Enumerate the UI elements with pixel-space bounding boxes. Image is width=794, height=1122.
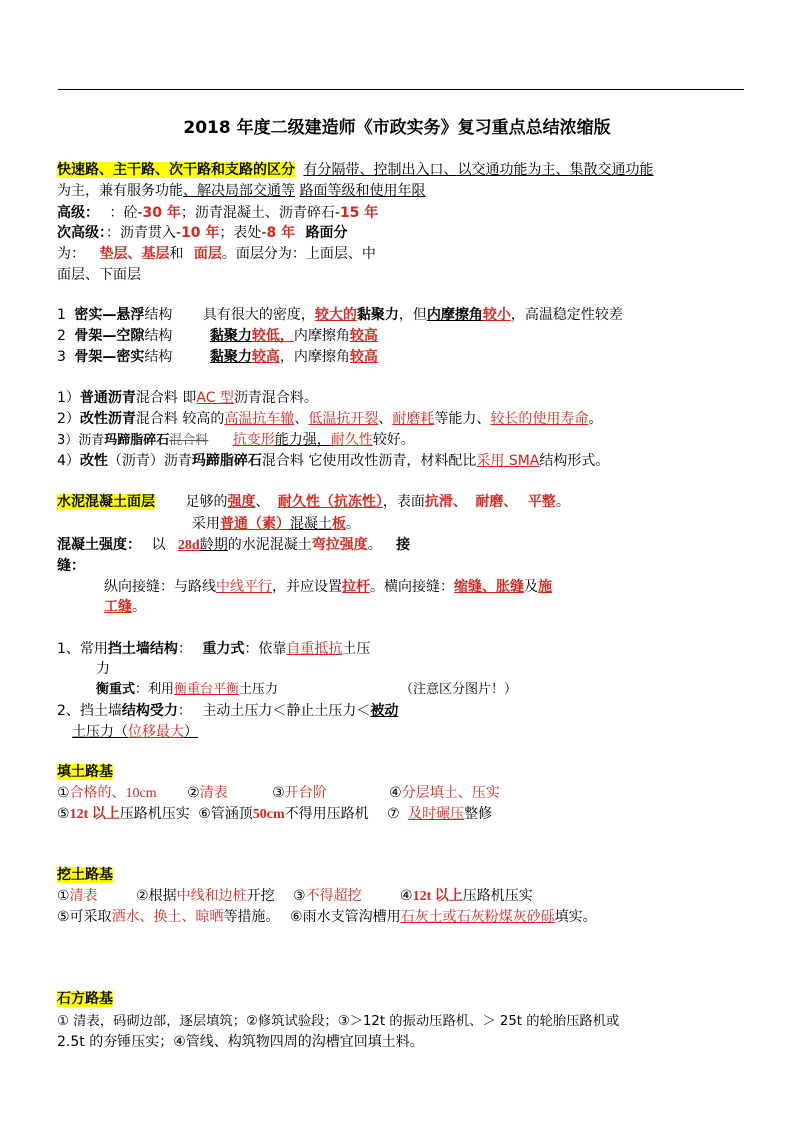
stone-line-2 [57, 1032, 424, 1052]
gaoji-text-d: 15 年 [339, 205, 379, 221]
layers-text-e: 。面层分为：上面层、中 [221, 246, 376, 262]
wall-line-4 [72, 722, 198, 742]
s1-name: 密实—悬浮 [74, 307, 145, 323]
joint-line-1 [104, 577, 552, 597]
cigaoji-text-d: 8 年 [266, 225, 296, 241]
road-desc-1: 有分隔带、控制出入口、以交通功能为主、集散交通功能 [303, 162, 654, 178]
wall-note-text: （注意区分图片！） [400, 682, 518, 697]
cigaoji-label: 次高级： [57, 225, 106, 241]
cigaoji-text-c: ；表处- [219, 225, 267, 241]
a4-a: 4） [57, 453, 80, 469]
concrete-l1-h: 耐磨 [475, 494, 504, 510]
a3-f: 耐久性 [330, 432, 373, 448]
cut-1-5: 开挖 [246, 888, 275, 904]
joint-b: 中线平行 [216, 579, 272, 595]
concrete-l2-c: 混凝土 [290, 516, 332, 532]
s2-c: 内摩擦角 [293, 328, 350, 344]
strength-c: 28d [177, 538, 200, 553]
cut-1-7: 不得超挖 [305, 888, 362, 904]
stone-l2: 2.5t 的夯锤压实；④管线、构筑物四周的沟槽宜回填土料。 [57, 1034, 424, 1050]
concrete-l2-d: 板 [332, 516, 346, 532]
concrete-line-1 [57, 492, 570, 512]
a2-k: 。 [588, 411, 603, 427]
concrete-heading: 水泥混凝土面层 [57, 494, 155, 510]
cigaoji-text-e: 路面分 [305, 225, 348, 241]
road-desc-2a: 为主，兼有服务功能 [57, 183, 183, 199]
concrete-l1-i: 、 [503, 494, 518, 510]
fill-heading-line [57, 762, 113, 782]
concrete-l1-g: 、 [452, 494, 467, 510]
s3-c: ，内摩擦角 [279, 349, 350, 365]
strength-e: 的水泥混凝土 [227, 537, 312, 553]
a1-b: 普通沥青 [79, 390, 136, 406]
road-cigaoji [57, 223, 348, 243]
wall-1h: 力 [96, 661, 110, 677]
cut-1-1: ① [57, 888, 70, 904]
concrete-feng [57, 556, 85, 576]
structure-1 [57, 305, 623, 325]
a3-d: 抗变形 [232, 432, 275, 448]
cut-1-3: ②根据 [136, 888, 177, 904]
structure-3 [57, 347, 378, 367]
wall-2c: 衡重台平衡 [174, 682, 240, 697]
a3-e: 能力强， [274, 432, 331, 448]
a4-f: 采用 SMA [476, 453, 540, 469]
cut-heading-line [57, 865, 113, 885]
a2-j: 较长的使用寿命 [490, 411, 589, 427]
road-layers [57, 244, 376, 264]
road-heading: 快速路、主干路、次干路和支路的区分 [57, 162, 295, 178]
a2-c: 混合料 较高的 [135, 411, 225, 427]
stone-l1: ① 清表，码砌边部，逐层填筑；②修筑试验段；③＞12t 的振动压路机、＞ 25t 的轮胎压路机或 [57, 1014, 620, 1029]
wall-2d: 土压力 [239, 682, 279, 697]
strength-label: 混凝土强度： [57, 537, 141, 553]
a4-d: 玛蹄脂碎石 [191, 453, 262, 469]
s1-d: ，但 [398, 307, 427, 323]
gaoji-text-c: ；沥青混凝土、沥青碎石- [180, 205, 340, 221]
asphalt-4 [57, 451, 609, 471]
wall-1f: 自重抵抗 [286, 641, 343, 657]
wall-4a: 土压力（ [72, 724, 128, 740]
gaoji-text-a: ：砼- [109, 205, 143, 221]
fill-2-6: 不得用压路机 [284, 806, 369, 822]
joint-f: 缩缝、胀缝 [454, 579, 524, 595]
joint-c: ，并应设置 [272, 579, 342, 595]
concrete-l1-a: 足够的 [185, 494, 228, 510]
s3-type: 结构 [144, 349, 173, 365]
s3-a: 黏聚力 [209, 349, 252, 365]
fill-1-7: ④ [389, 785, 402, 801]
a3-a: 3）沥青 [57, 433, 105, 448]
fill-2-2: 12t 以上 [69, 807, 120, 822]
concrete-line-2 [192, 514, 360, 534]
layers-text-c: 和 [169, 246, 184, 262]
joint-e: 。横向接缝： [370, 579, 454, 595]
concrete-l2-e: 。 [346, 516, 360, 532]
a2-b: 改性沥青 [79, 411, 136, 427]
concrete-strength [57, 535, 410, 556]
fill-2-1: ⑤ [57, 806, 70, 822]
s2-b: 较低， [251, 328, 294, 344]
s3-name: 骨架—密实 [74, 349, 145, 365]
a4-b: 改性 [79, 453, 108, 469]
s1-b: 较大的 [314, 307, 357, 323]
layers-text-f: 面层、下面层 [57, 267, 141, 283]
a3-c: 混合料 [169, 433, 209, 448]
a4-c: （沥青）沥青 [107, 453, 192, 469]
fill-1-6: 开台阶 [284, 785, 327, 801]
s1-a: 具有很大的密度， [202, 307, 315, 323]
layers-text-a: 为： [57, 246, 85, 262]
wall-1e: ：依靠 [244, 641, 287, 657]
a2-h: 耐磨耗 [392, 411, 435, 427]
concrete-l2-b: 普通（素） [220, 516, 290, 532]
fill-2-3: 压路机压实 [119, 806, 190, 822]
fill-heading: 填土路基 [57, 764, 113, 780]
wall-line-1b [96, 659, 110, 679]
joint-a: 纵向接缝：与路线 [104, 579, 216, 595]
wall-1b: 挡土墙结构 [107, 641, 178, 657]
a2-f: 低温抗开裂 [308, 411, 379, 427]
road-layers-2 [57, 265, 141, 285]
cut-heading: 挖土路基 [57, 867, 113, 883]
wall-1a: 1、常用 [57, 641, 108, 657]
joint-line2-end: 。 [132, 599, 146, 615]
stone-line-1 [57, 1011, 619, 1032]
a4-e: 混合料 它使用改性沥青，材料配比 [261, 453, 477, 469]
stone-heading-line [57, 989, 113, 1009]
s2-type: 结构 [144, 328, 173, 344]
wall-4b: 位移最大 [128, 724, 184, 740]
stone-heading: 石方路基 [57, 991, 113, 1007]
joint-line-2 [104, 597, 146, 617]
s2-d: 较高 [349, 328, 378, 344]
wall-1d: 重力式 [202, 641, 245, 657]
road-gaoji [57, 203, 378, 223]
cut-1-2: 清表 [69, 888, 98, 904]
cut-2-3: 等措施。 [223, 909, 280, 925]
a3-g: 较好。 [372, 432, 415, 448]
s1-num: 1 [57, 307, 66, 323]
joint-d: 拉杆 [342, 579, 370, 595]
s1-c: 黏聚力 [356, 307, 399, 323]
cut-1-4: 中线和边桩 [176, 888, 247, 904]
joint-h: 施 [538, 579, 552, 595]
concrete-l1-j: 平整 [527, 494, 556, 510]
cut-1-8: ④ [400, 888, 413, 904]
fill-1-4: 清表 [199, 785, 228, 801]
wall-3e: 被动 [370, 703, 399, 719]
fill-1-1: ① [57, 785, 70, 801]
wall-2a: 衡重式 [96, 682, 136, 697]
cut-1-6: ③ [293, 888, 306, 904]
s1-e: 内摩擦角 [426, 307, 483, 323]
a2-i: 等能力、 [434, 411, 491, 427]
concrete-l1-k: 。 [555, 494, 570, 510]
feng-label: 缝： [57, 558, 85, 574]
strength-d: 龄期 [199, 537, 228, 553]
s1-g: ，高温稳定性较差 [510, 307, 623, 323]
a3-b: 玛蹄脂碎石 [104, 433, 170, 448]
fill-1-5: ③ [272, 785, 285, 801]
cut-1-9: 12t 以上 [412, 889, 463, 904]
wall-line-3 [57, 701, 398, 721]
asphalt-1 [57, 388, 318, 408]
fill-2-8: 及时碾压 [408, 806, 465, 822]
s3-num: 3 [57, 349, 66, 365]
asphalt-3 [57, 430, 415, 451]
wall-line-1 [57, 639, 370, 659]
a4-g: 结构形式。 [539, 453, 610, 469]
gaoji-label: 高级： [57, 205, 99, 221]
layers-text-b: 垫层、基层 [99, 246, 170, 262]
fill-line-2 [57, 804, 492, 825]
strength-f: 弯拉强度 [311, 537, 368, 553]
s1-f: 较小 [482, 307, 511, 323]
joint-g: 及 [524, 579, 538, 595]
wall-4c: ） [184, 724, 198, 740]
asphalt-2 [57, 409, 602, 429]
fill-2-9: 整修 [464, 806, 493, 822]
cut-2-4: ⑥雨水支管沟槽用 [290, 909, 401, 925]
cut-1-10: 压路机压实 [462, 888, 533, 904]
cut-line-1 [57, 886, 533, 907]
a2-g: 、 [378, 411, 393, 427]
road-desc-2b: 、解决局部交通等 [183, 183, 295, 199]
s1-type: 结构 [144, 307, 173, 323]
cigaoji-text-b: 10 年 [181, 225, 220, 241]
fill-2-4: ⑥管涵顶 [198, 806, 253, 822]
s3-b: 较高 [251, 349, 280, 365]
s3-d: 较高 [349, 349, 378, 365]
strength-g: 。 [367, 537, 382, 553]
cut-2-6: 填实。 [554, 909, 597, 925]
a2-a: 2） [57, 411, 80, 427]
cut-2-2: 洒水、换土、晾晒 [111, 909, 224, 925]
a1-a: 1） [57, 390, 80, 406]
fill-2-5: 50cm [252, 807, 285, 822]
concrete-l1-b: 强度 [227, 494, 256, 510]
road-line-1 [57, 160, 653, 180]
a2-d: 高温抗车辙 [224, 411, 295, 427]
wall-line-2 [96, 679, 278, 700]
structure-2 [57, 326, 378, 346]
wall-2b: ：利用 [135, 682, 175, 697]
header-rule [58, 89, 744, 90]
wall-1c: ： [177, 641, 192, 657]
wall-3b: 结构受力 [121, 703, 178, 719]
wall-1g: 土压 [342, 641, 371, 657]
concrete-l2-a: 采用 [192, 516, 220, 532]
concrete-l1-e: ，表面 [382, 494, 425, 510]
wall-3c: ： [177, 703, 192, 719]
fill-1-2: 合格的、10cm [69, 786, 157, 801]
road-desc-2c: 路面等级和使用年限 [299, 183, 426, 199]
page-title: 2018 年度二级建造师《市政实务》复习重点总结浓缩版 [183, 118, 611, 138]
wall-note [400, 679, 517, 700]
layers-text-d: 面层 [193, 246, 222, 262]
strength-h: 接 [396, 537, 411, 553]
strength-b: 以 [151, 537, 166, 553]
gaoji-text-b: 30 年 [142, 205, 181, 221]
a1-e: 沥青混合料。 [233, 390, 318, 406]
cut-2-1: ⑤可采取 [57, 909, 112, 925]
concrete-l1-f: 抗滑 [424, 494, 453, 510]
fill-line-1 [57, 783, 500, 804]
concrete-l1-d: 耐久性（抗冻性） [277, 494, 383, 510]
road-line-2 [57, 181, 425, 201]
fill-1-8: 分层填土、压实 [401, 785, 500, 801]
cigaoji-text-a: ：沥青贯入- [106, 225, 182, 241]
fill-1-3: ② [187, 785, 200, 801]
a1-d: AC 型 [196, 390, 234, 406]
joint-line2-text: 工缝 [104, 599, 132, 615]
cut-2-5: 石灰土或石灰粉煤灰砂砾 [400, 909, 555, 925]
a1-c: 混合料 即 [135, 390, 197, 406]
wall-3a: 2、挡土墙 [57, 703, 122, 719]
cut-line-2 [57, 907, 597, 927]
concrete-l1-c: 、 [255, 494, 270, 510]
a2-e: 、 [294, 411, 309, 427]
s2-a: 黏聚力 [209, 328, 252, 344]
s2-num: 2 [57, 328, 66, 344]
wall-3d: 主动土压力＜静止土压力＜ [202, 703, 371, 719]
fill-2-7: ⑦ [387, 806, 400, 822]
s2-name: 骨架—空隙 [74, 328, 145, 344]
